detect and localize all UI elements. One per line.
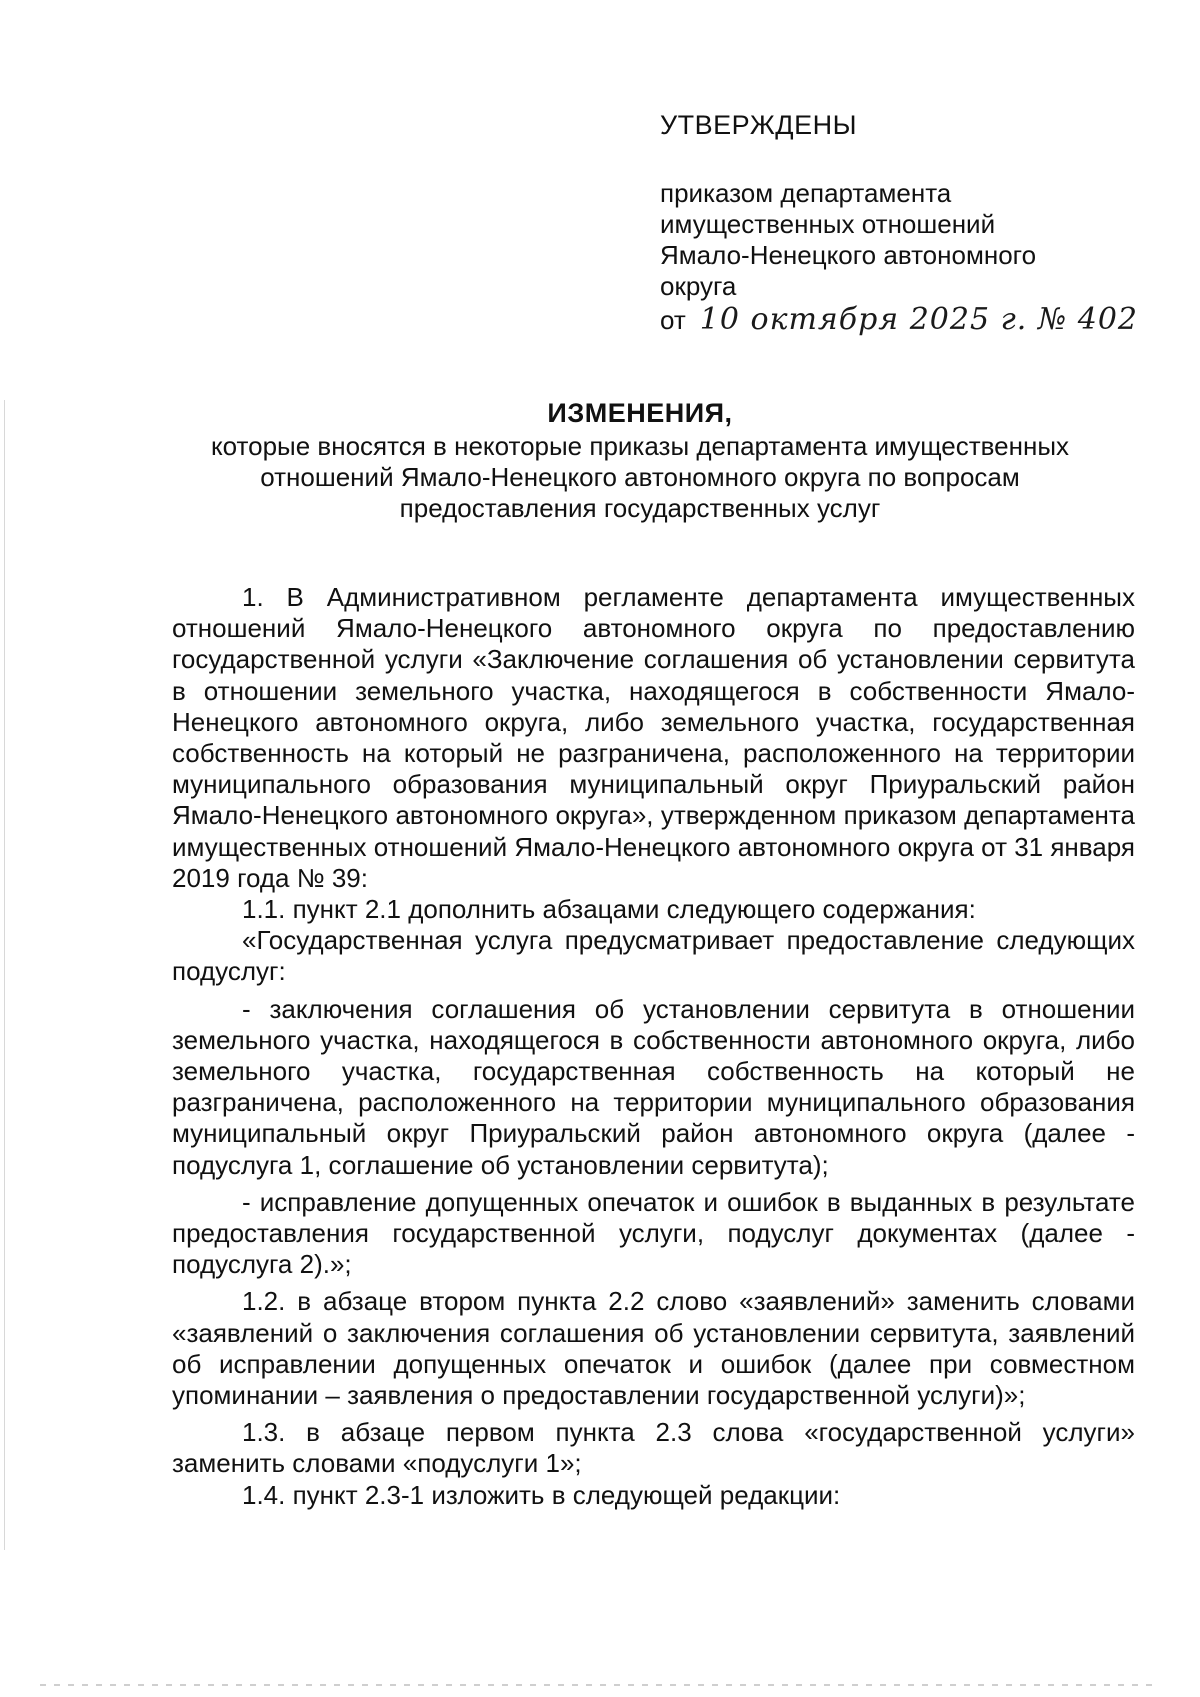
title-subline: отношений Ямало-Ненецкого автономного округа по вопросам — [260, 462, 1020, 492]
approval-line: округа — [660, 271, 737, 301]
title-main: ИЗМЕНЕНИЯ, — [547, 398, 733, 428]
approval-from-label: от — [660, 305, 686, 335]
approval-date-row — [660, 304, 1140, 336]
paragraph-subservice-1: - заключения соглашения об установлении сервитута в отношении земельного участка, находящегося в собственности автономного округа, либо земельного участка, государственная собственность на который не разграничена, расположенного на территории муниципального образования муниципальный округ Приуральский район автономного округа (далее - подуслуга 1, соглашение об установлении сервитута); — [172, 993, 1135, 1180]
approval-line: имущественных отношений — [660, 209, 996, 239]
scan-bottom-edge — [40, 1684, 1160, 1686]
handwritten-date-signature: 10 октября 2025 г. № 402 — [699, 302, 1139, 337]
document-body — [172, 582, 1135, 1511]
paragraph-1: 1. В Административном регламенте департамента имущественных отношений Ямало-Ненецкого автономного округа по предоставлению государственной услуги «Заключение соглашения об установлении сервитута в отношении земельного участка, находящегося в собственности Ямало-Ненецкого автономного округа, либо земельного участка, государственная собственность на который не разграничена, расположенного на территории муниципального образования муниципальный округ Приуральский район Ямало-Ненецкого автономного округа», утвержденном приказом департамента имущественных отношений Ямало-Ненецкого автономного округа от 31 января 2019 года № 39: — [172, 582, 1136, 893]
paragraph-subservice-2: - исправление допущенных опечаток и ошибок в выданных в результате предоставления государственной услуги, подуслуг документах (далее - подуслуга 2).»; — [172, 1186, 1135, 1280]
paragraph-1-1: 1.1. пункт 2.1 дополнить абзацами следующего содержания: — [242, 894, 976, 925]
paragraph-1-3: 1.3. в абзаце первом пункта 2.3 слова «государственной услуги» заменить словами «подуслуги 1»; — [172, 1417, 1135, 1479]
title-subline: которые вносятся в некоторые приказы департамента имущественных — [210, 431, 1070, 461]
scan-edge-line — [4, 400, 5, 1550]
title-subline: предоставления государственных услуг — [399, 493, 881, 523]
approval-line: приказом департамента — [660, 178, 952, 208]
approval-line: Ямало-Ненецкого автономного — [660, 240, 1037, 270]
approval-stamp — [660, 110, 1140, 336]
approval-heading: УТВЕРЖДЕНЫ — [660, 110, 857, 140]
paragraph-quote-start: «Государственная услуга предусматривает предоставление следующих подуслуг: — [172, 925, 1135, 987]
paragraph-1-2: 1.2. в абзаце втором пункта 2.2 слово «заявлений» заменить словами «заявлений о заключения соглашения об установлении сервитута, заявлений об исправлении допущенных опечаток и ошибок (далее при совместном упоминании – заявления о предоставлении государственной услуги)»; — [172, 1286, 1135, 1411]
paragraph-1-4: 1.4. пункт 2.3-1 изложить в следующей редакции: — [242, 1479, 841, 1510]
document-title — [160, 398, 1120, 524]
